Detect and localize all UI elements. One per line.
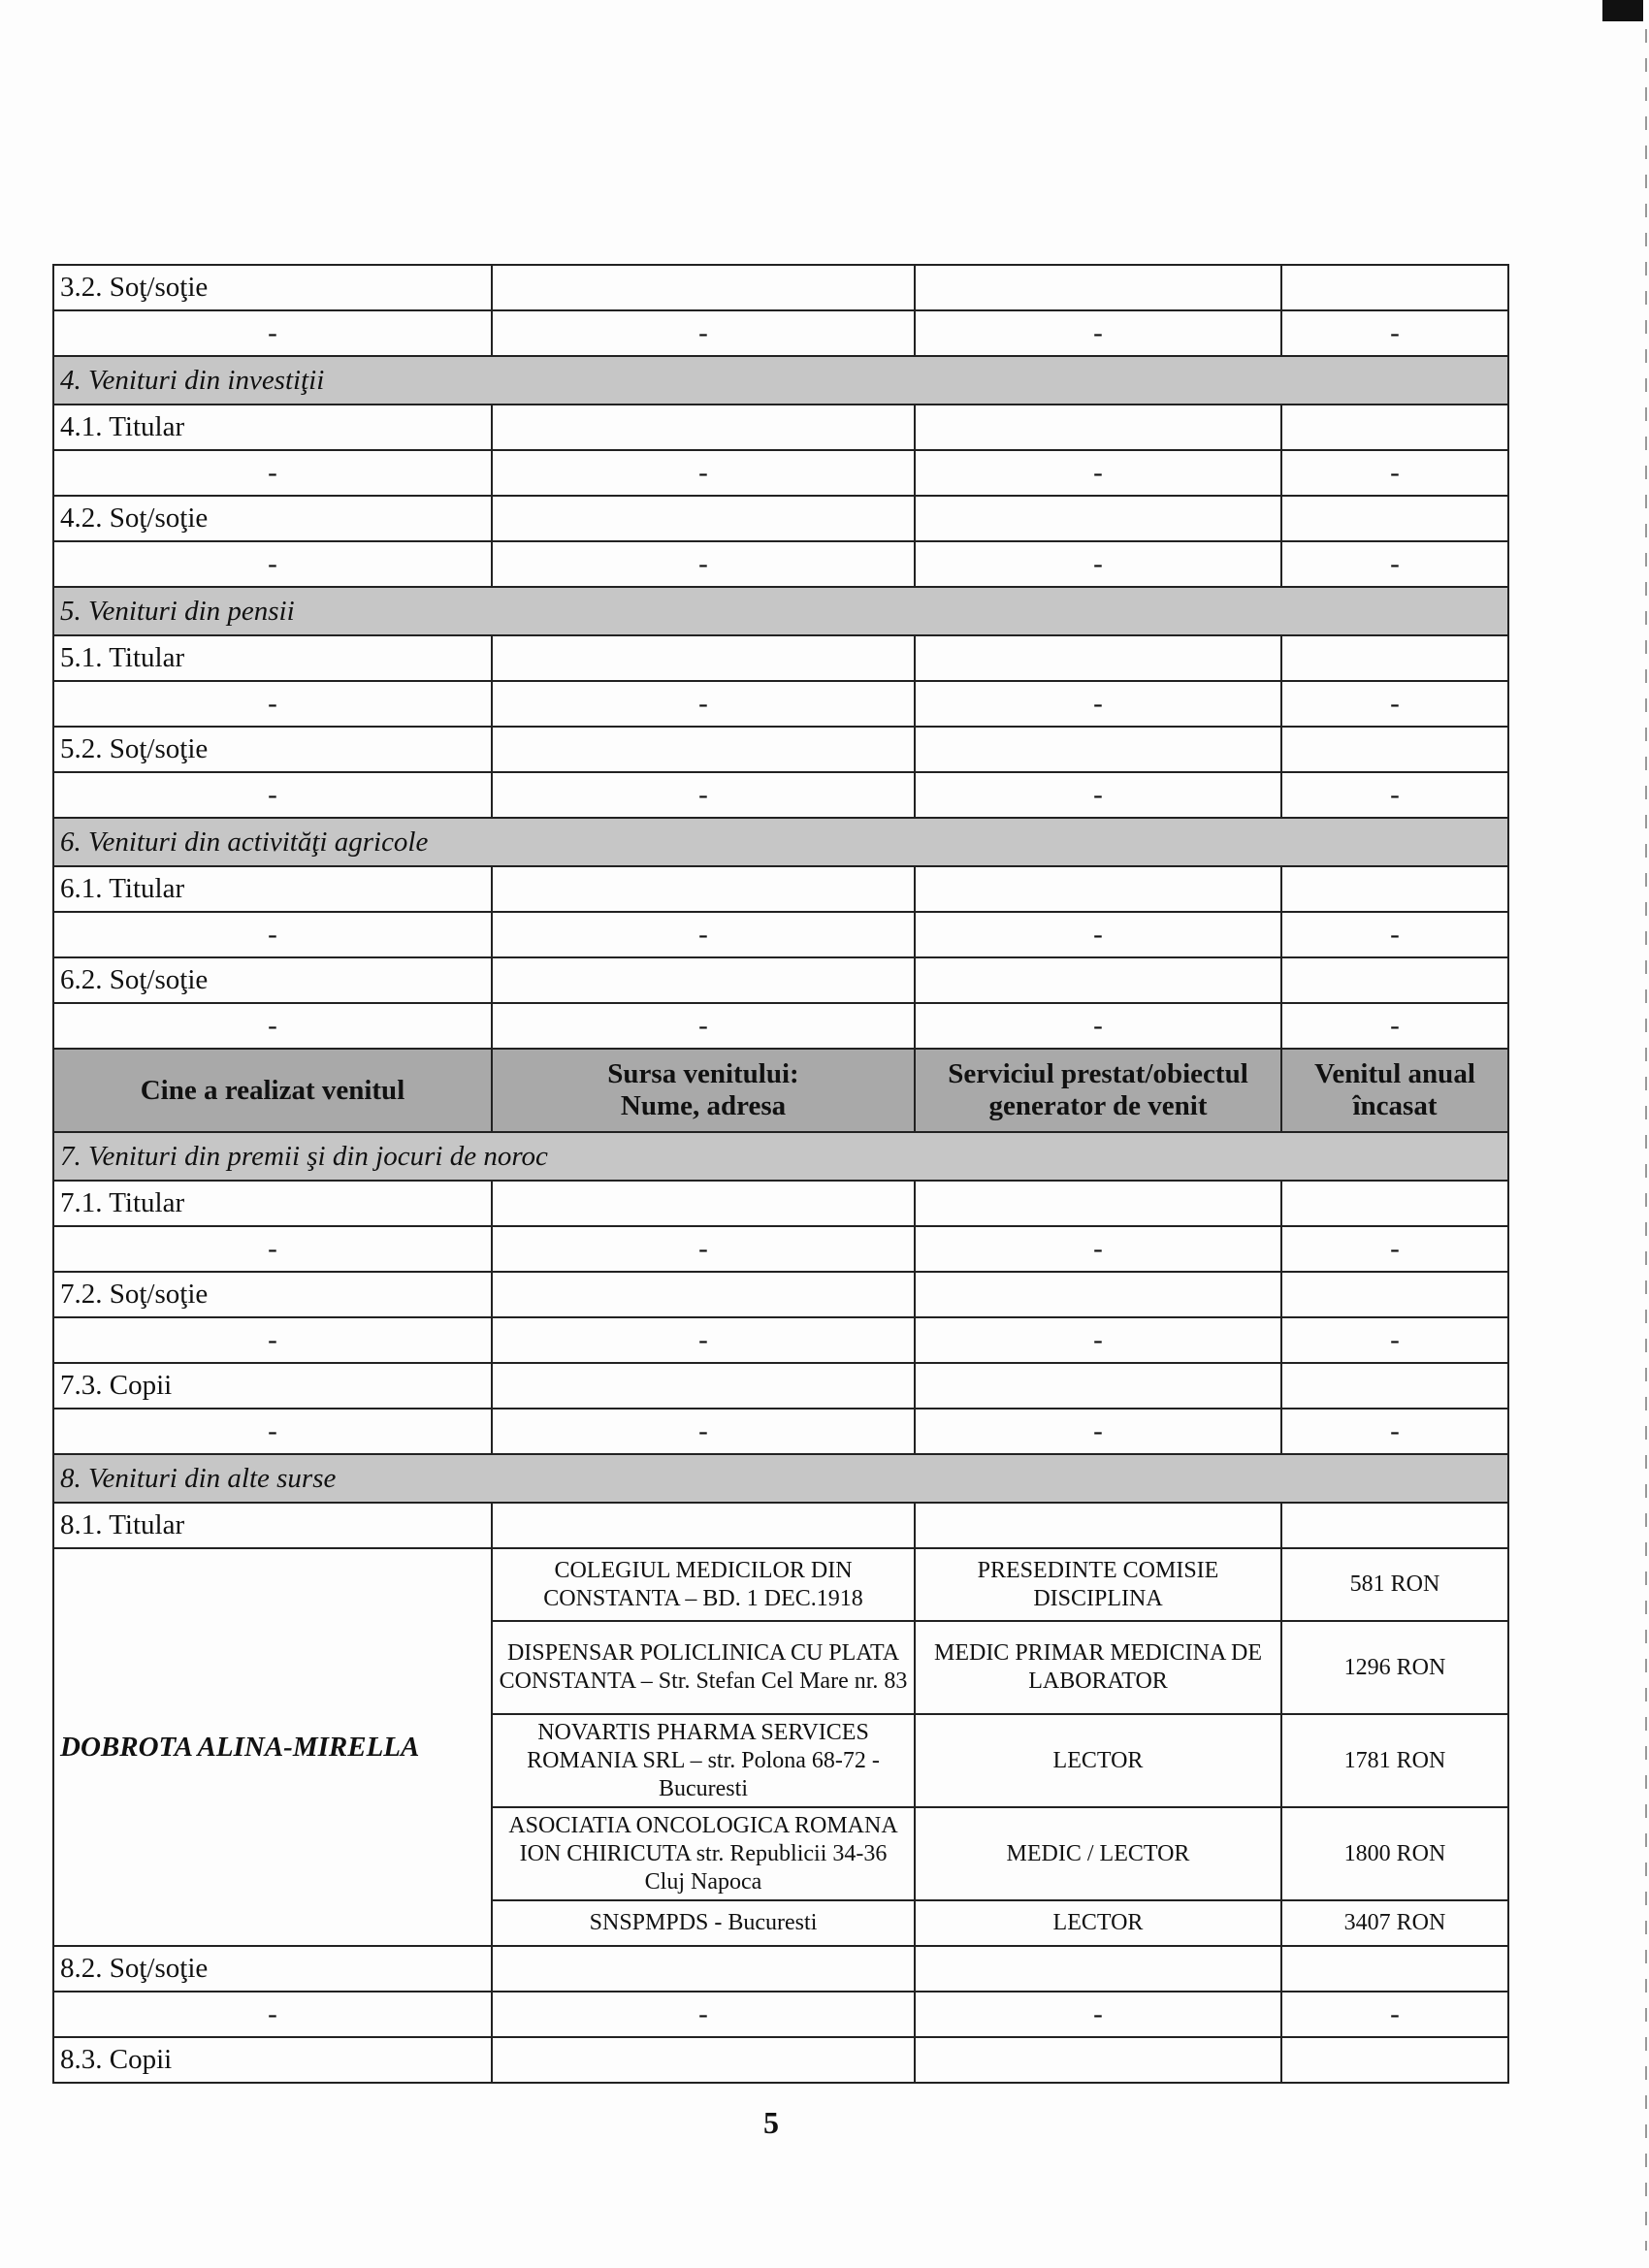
section-title: 8. Venituri din alte surse xyxy=(53,1454,1508,1503)
dash-cell: - xyxy=(915,1409,1281,1454)
row-label: 7.1. Titular xyxy=(53,1181,492,1226)
dash-cell: - xyxy=(915,1992,1281,2037)
dash-cell: - xyxy=(53,1003,492,1049)
section-6 xyxy=(53,818,1508,866)
section-5 xyxy=(53,587,1508,635)
dash-cell: - xyxy=(1281,1317,1508,1363)
row-dash xyxy=(53,310,1508,356)
dash-cell: - xyxy=(492,1992,915,2037)
dash-cell: - xyxy=(1281,450,1508,496)
dash-cell: - xyxy=(915,1003,1281,1049)
dash-cell: - xyxy=(492,310,915,356)
row-5-1 xyxy=(53,635,1508,681)
section-7 xyxy=(53,1132,1508,1181)
row-dash xyxy=(53,1003,1508,1049)
row-6-1 xyxy=(53,866,1508,912)
dash-cell: - xyxy=(53,541,492,587)
income-source: NOVARTIS PHARMA SERVICES ROMANIA SRL – str. Polona 68-72 - Bucuresti xyxy=(492,1714,915,1807)
section-title: 5. Venituri din pensii xyxy=(53,587,1508,635)
row-label: 4.2. Soţ/soţie xyxy=(53,496,492,541)
dash-cell: - xyxy=(915,1226,1281,1272)
dash-cell: - xyxy=(1281,1409,1508,1454)
row-dash xyxy=(53,450,1508,496)
row-dash xyxy=(53,1409,1508,1454)
row-8-2 xyxy=(53,1946,1508,1992)
row-8-1 xyxy=(53,1503,1508,1548)
row-6-2 xyxy=(53,957,1508,1003)
row-label: 8.2. Soţ/soţie xyxy=(53,1946,492,1992)
header-source: Sursa venitului: Nume, adresa xyxy=(492,1049,915,1132)
header-service: Serviciul prestat/obiectul generator de venit xyxy=(915,1049,1281,1132)
dash-cell: - xyxy=(915,1317,1281,1363)
dash-cell: - xyxy=(915,450,1281,496)
income-amount: 3407 RON xyxy=(1281,1900,1508,1946)
row-4-2 xyxy=(53,496,1508,541)
dash-cell: - xyxy=(1281,310,1508,356)
income-entry-row xyxy=(53,1548,1508,1621)
row-label: 8.1. Titular xyxy=(53,1503,492,1548)
row-dash xyxy=(53,912,1508,957)
section-title: 7. Venituri din premii şi din jocuri de noroc xyxy=(53,1132,1508,1181)
income-amount: 1781 RON xyxy=(1281,1714,1508,1807)
row-dash xyxy=(53,772,1508,818)
section-title: 4. Venituri din investiţii xyxy=(53,356,1508,405)
income-amount: 1296 RON xyxy=(1281,1621,1508,1714)
dash-cell: - xyxy=(915,541,1281,587)
dash-cell: - xyxy=(53,1409,492,1454)
scan-mark xyxy=(1602,0,1643,21)
income-earner-name: DOBROTA ALINA-MIRELLA xyxy=(53,1548,492,1946)
header-who: Cine a realizat venitul xyxy=(53,1049,492,1132)
row-label: 7.3. Copii xyxy=(53,1363,492,1409)
dash-cell: - xyxy=(492,541,915,587)
row-7-3 xyxy=(53,1363,1508,1409)
income-amount: 1800 RON xyxy=(1281,1807,1508,1900)
dash-cell: - xyxy=(492,1317,915,1363)
dash-cell: - xyxy=(53,772,492,818)
section-8 xyxy=(53,1454,1508,1503)
dash-cell: - xyxy=(1281,681,1508,727)
dash-cell: - xyxy=(1281,912,1508,957)
dash-cell: - xyxy=(492,681,915,727)
scan-edge xyxy=(1645,29,1647,2251)
income-service: MEDIC PRIMAR MEDICINA DE LABORATOR xyxy=(915,1621,1281,1714)
dash-cell: - xyxy=(915,681,1281,727)
section-title: 6. Venituri din activităţi agricole xyxy=(53,818,1508,866)
dash-cell: - xyxy=(53,1317,492,1363)
section-4 xyxy=(53,356,1508,405)
income-source: ASOCIATIA ONCOLOGICA ROMANA ION CHIRICUTA str. Republicii 34-36 Cluj Napoca xyxy=(492,1807,915,1900)
row-dash xyxy=(53,1226,1508,1272)
dash-cell: - xyxy=(915,772,1281,818)
row-7-1 xyxy=(53,1181,1508,1226)
dash-cell: - xyxy=(53,912,492,957)
row-dash xyxy=(53,1317,1508,1363)
income-service: LECTOR xyxy=(915,1900,1281,1946)
dash-cell: - xyxy=(53,310,492,356)
dash-cell: - xyxy=(492,1226,915,1272)
dash-cell: - xyxy=(492,772,915,818)
column-header-row xyxy=(53,1049,1508,1132)
row-3-2 xyxy=(53,265,1508,310)
dash-cell: - xyxy=(53,681,492,727)
income-declaration-table xyxy=(52,264,1509,2084)
dash-cell: - xyxy=(1281,1226,1508,1272)
row-label: 6.1. Titular xyxy=(53,866,492,912)
dash-cell: - xyxy=(53,1992,492,2037)
income-amount: 581 RON xyxy=(1281,1548,1508,1621)
dash-cell: - xyxy=(492,1409,915,1454)
row-7-2 xyxy=(53,1272,1508,1317)
dash-cell: - xyxy=(53,1226,492,1272)
row-label: 7.2. Soţ/soţie xyxy=(53,1272,492,1317)
dash-cell: - xyxy=(53,450,492,496)
income-service: PRESEDINTE COMISIE DISCIPLINA xyxy=(915,1548,1281,1621)
row-label: 3.2. Soţ/soţie xyxy=(53,265,492,310)
row-dash xyxy=(53,541,1508,587)
dash-cell: - xyxy=(492,1003,915,1049)
row-dash xyxy=(53,681,1508,727)
dash-cell: - xyxy=(1281,1003,1508,1049)
dash-cell: - xyxy=(915,310,1281,356)
row-label: 5.2. Soţ/soţie xyxy=(53,727,492,772)
dash-cell: - xyxy=(915,912,1281,957)
row-8-3 xyxy=(53,2037,1508,2083)
header-income: Venitul anual încasat xyxy=(1281,1049,1508,1132)
row-4-1 xyxy=(53,405,1508,450)
dash-cell: - xyxy=(1281,541,1508,587)
row-label: 8.3. Copii xyxy=(53,2037,492,2083)
income-source: SNSPMPDS - Bucuresti xyxy=(492,1900,915,1946)
income-service: LECTOR xyxy=(915,1714,1281,1807)
row-label: 6.2. Soţ/soţie xyxy=(53,957,492,1003)
dash-cell: - xyxy=(492,912,915,957)
row-dash xyxy=(53,1992,1508,2037)
income-source: DISPENSAR POLICLINICA CU PLATA CONSTANTA – Str. Stefan Cel Mare nr. 83 xyxy=(492,1621,915,1714)
dash-cell: - xyxy=(1281,772,1508,818)
row-label: 5.1. Titular xyxy=(53,635,492,681)
income-source: COLEGIUL MEDICILOR DIN CONSTANTA – BD. 1 DEC.1918 xyxy=(492,1548,915,1621)
page-number: 5 xyxy=(763,2105,779,2140)
dash-cell: - xyxy=(492,450,915,496)
dash-cell: - xyxy=(1281,1992,1508,2037)
row-label: 4.1. Titular xyxy=(53,405,492,450)
row-5-2 xyxy=(53,727,1508,772)
income-service: MEDIC / LECTOR xyxy=(915,1807,1281,1900)
